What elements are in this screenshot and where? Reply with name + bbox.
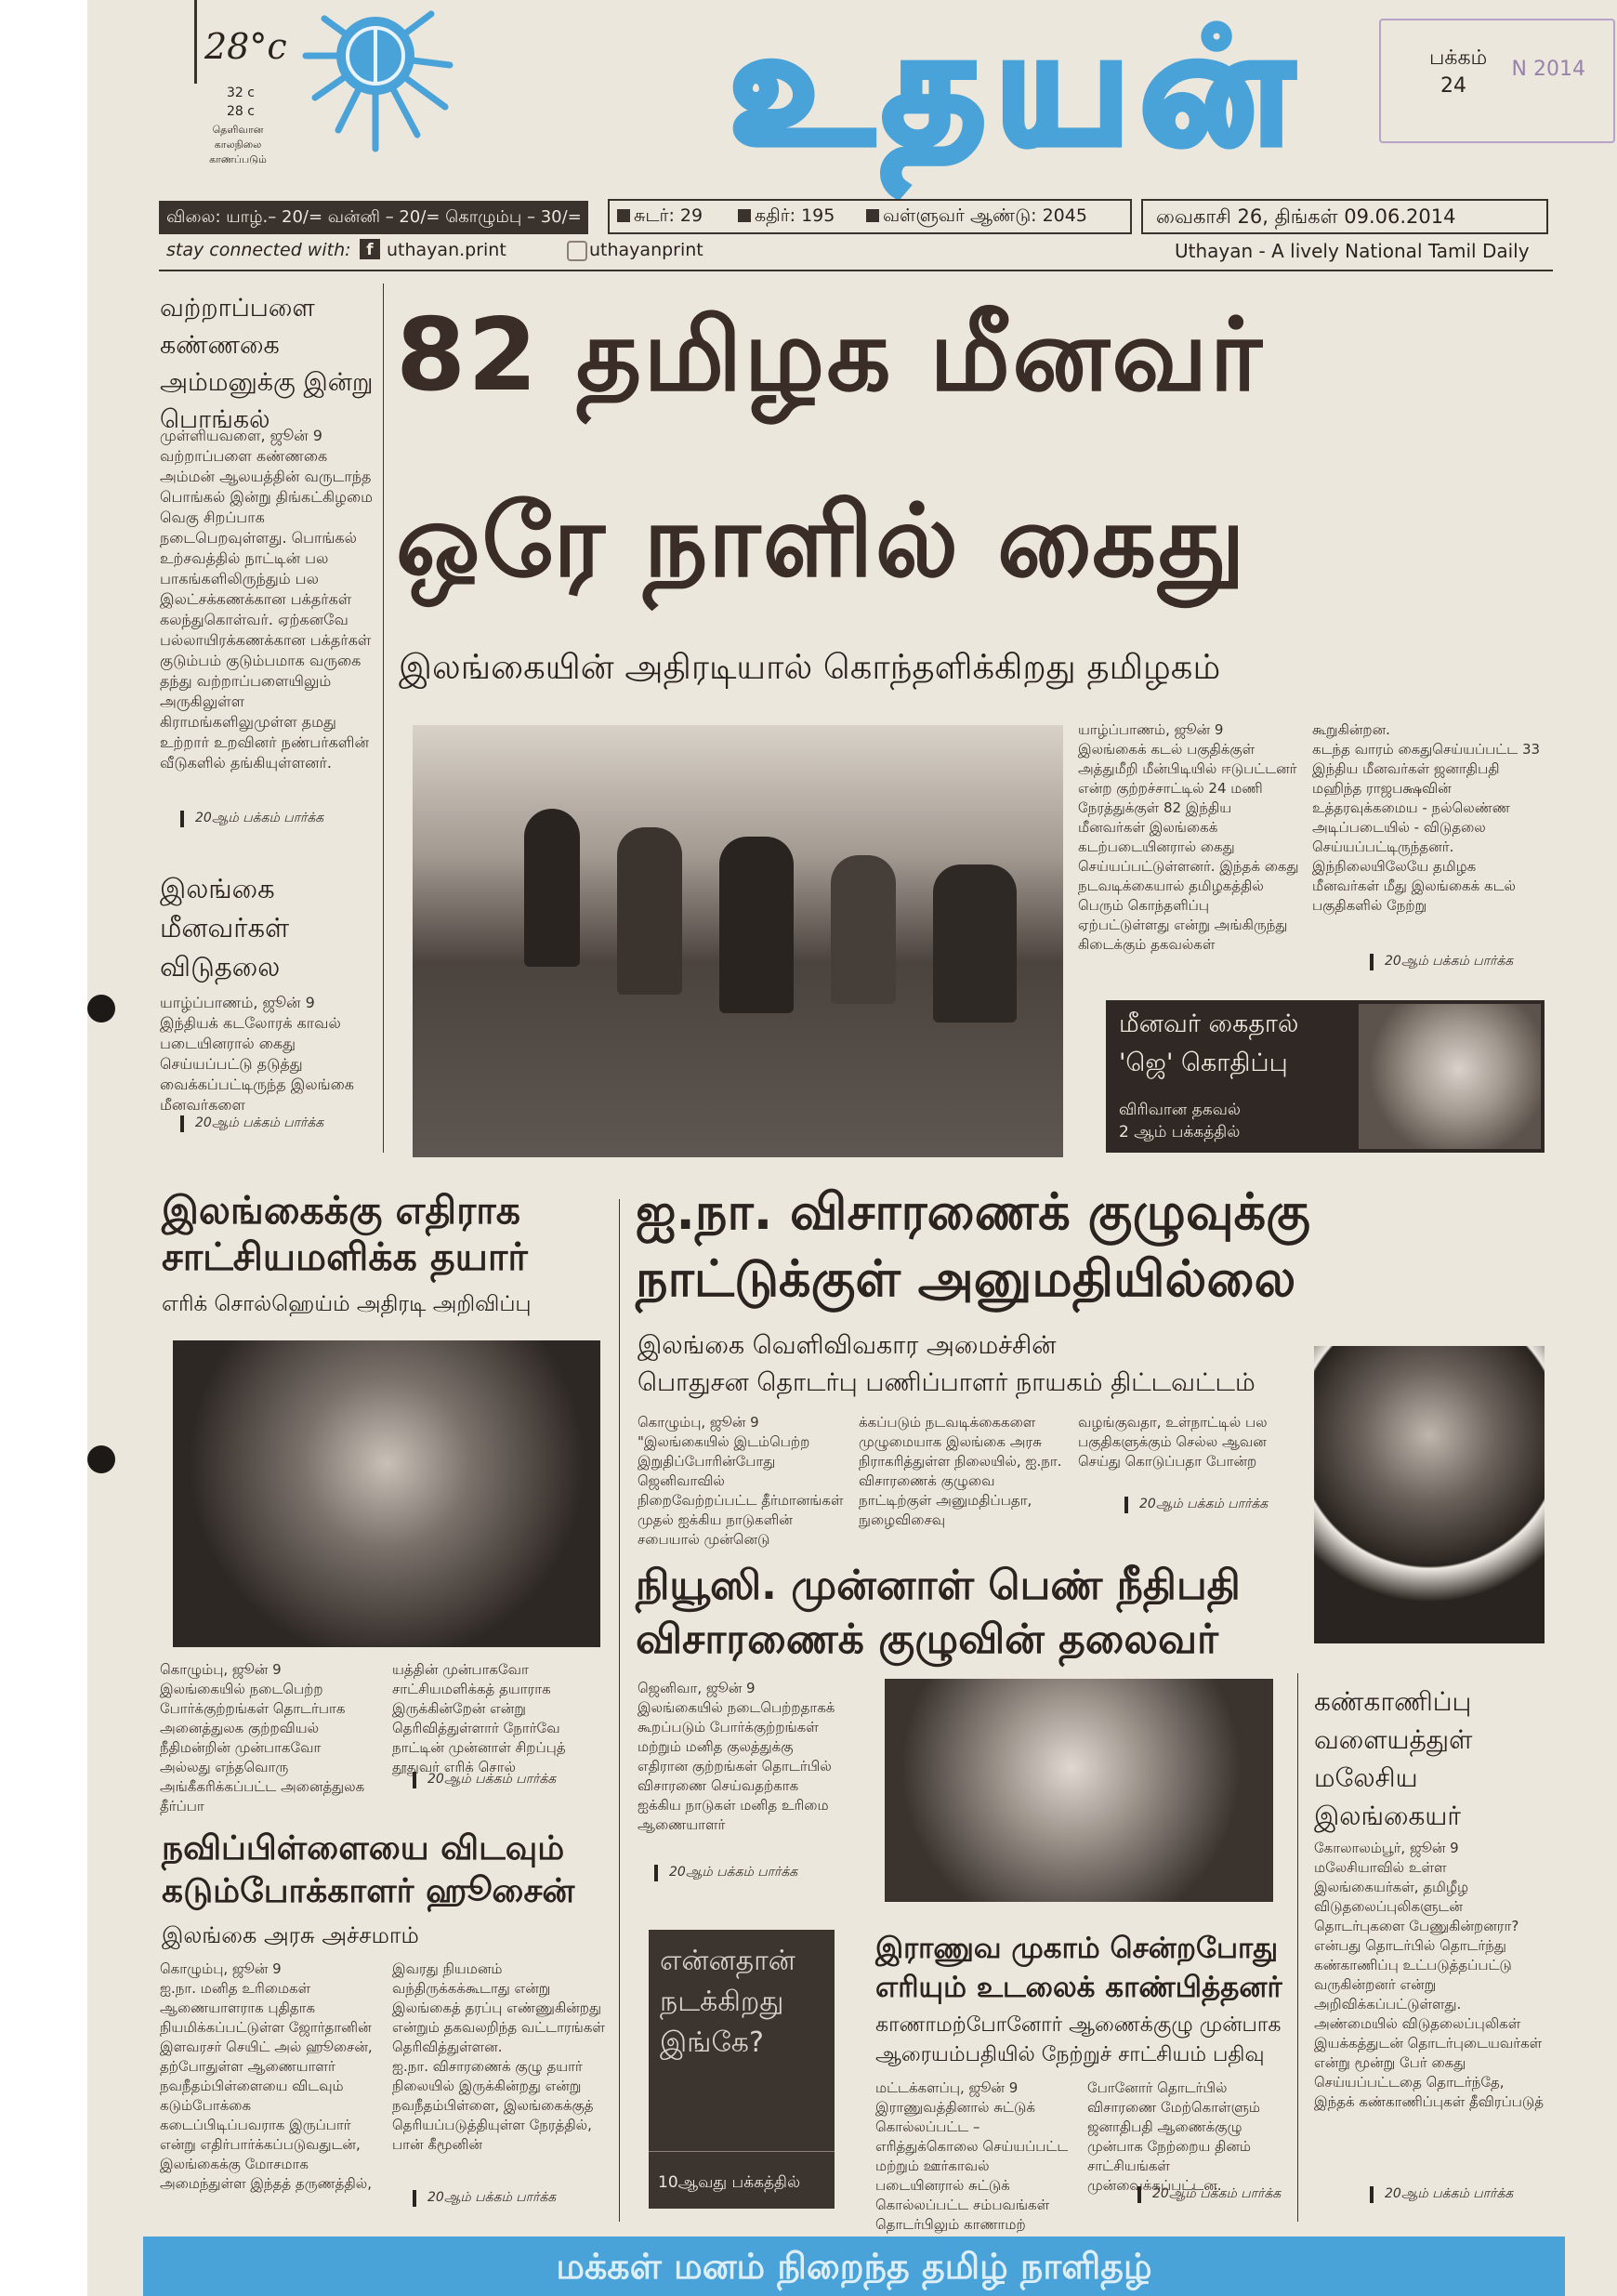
temp-divider: [194, 0, 197, 84]
see-more: 20ஆம் பக்கம் பார்க்க: [180, 811, 323, 827]
un-col1: கொழும்பு, ஜூன் 9 "இலங்கையில் இடம்பெற்ற இறுதிப்போரின்போது ஜெனிவாவில் நிறைவேற்றப்பட்ட தீர்மானங்கள் முதல் ஐக்கிய நாடுகளின் சபையால் முன்னெடு: [638, 1414, 844, 1548]
main-story-col2: கூறுகின்றன. கடந்த வாரம் கைதுசெய்யப்பட்ட 33 இந்திய மீனவர்கள் ஜனாதிபதி மஹிந்த ராஜபக்ஷவின் உத்தரவுக்கமைய - நல்லெண்ண அடிப்படையில் - விடுதலை செய்யப்பட்டிருந்தனர். இந்நிலையிலேயே தமிழக மீனவர்கள் மீது இலங்கைக் கடல் பகுதிகளில் நேற்று: [1312, 721, 1541, 914]
newspaper-page: [87, 0, 1617, 2296]
promo-page-ref: 10ஆவது பக்கத்தில்: [658, 2173, 801, 2192]
army-col2: போனோர் தொடர்பில் விசாரணை மேற்கொள்ளும் ஜனாதிபதி ஆணைக்குழு முன்பாக நேற்றைய தினம் சாட்சியங்கள் முன்வைக்கப்பட்டன.: [1087, 2079, 1260, 2194]
hussein-col1: கொழும்பு, ஜூன் 9 ஐ.நா. மனித உரிமைகள் ஆணையாளராக புதிதாக நியமிக்கப்பட்டுள்ள ஜோர்தானின் இளவரசர் செயிட் அல் ஹூசைன், தற்போதுள்ள ஆணையாளர் நவநீதம்பிள்ளையை விடவும் கடும்போக்கை கடைப்பிடிப்பவராக இருப்பார் என்று எதிர்பார்க்கப்படுவதுடன், இலங்கைக்கு மோசமாக அமைந்துள்ள இந்தத் தருணத்தில்,: [160, 1960, 373, 2192]
un-subhead-line1: இலங்கை வெளிவிவகார அமைச்சின்: [638, 1331, 1057, 1360]
un-col2: க்கப்படும் நடவடிக்கைகளை முழுமையாக இலங்கை அரசு நிராகரித்துள்ள நிலையில், ஐ.நா. விசாரணைக் குழுவை நாட்டிற்குள் அனுமதிப்பதா, நுழைவிசைவு: [859, 1414, 1062, 1528]
story-body: கோலாலம்பூர், ஜூன் 9 மலேசியாவில் உள்ள இலங்கையர்கள், தமிழீழ விடுதலைப்புலிகளுடன் தொடர்புகளை பேணுகின்றனரா? என்பது தொடர்பில் தொடர்ந்து கண்காணிப்பு உட்படுத்தப்பட்டு வருகின்றனர் என்று அறிவிக்கப்பட்டுள்ளது. அண்மையில் விடுதலைப்புலிகள் இயக்கத்துடன் தொடர்புடையவர்கள் என்று மூன்று பேர் கைது செய்யப்பட்டதை தொடர்ந்தே, இந்தக் கண்காணிப்புகள் தீவிரப்படுத்: [1314, 1840, 1545, 2110]
column-divider: [383, 284, 384, 1153]
weather-note: தெளிவான காலநிலை காணப்படும்: [209, 124, 267, 165]
stay-connected-label: stay connected with:: [166, 240, 351, 260]
square-icon: [617, 209, 630, 222]
story-body: முள்ளியவளை, ஜூன் 9 வற்றாப்பளை கண்ணகை அம்மன் ஆலயத்தின் வருடாந்த பொங்கல் இன்று திங்கட்கிழமை வெகு சிறப்பாக நடைபெறவுள்ளது. பொங்கல் உற்சவத்தில் நாட்டின் பல பாகங்களிலிருந்தும் பல இலட்சக்கணக்கான பக்தர்கள் கலந்துகொள்வர். ஏற்கனவே பல்லாயிரக்கணக்கான பக்தர்கள் குடும்பம் குடும்பமாக வருகை தந்து வற்றாப்பளையிலும் அருகிலுள்ள கிராமங்களிலுமுள்ள தமது உற்றார் உறவினர் நண்பர்களின் வீடுகளில் தங்கியுள்ளனர்.: [160, 427, 373, 772]
twitter-handle[interactable]: uthayanprint: [589, 240, 703, 260]
solheim-col1: கொழும்பு, ஜூன் 9 இலங்கையில் நடைபெற்ற போர்க்குற்றங்கள் தொடர்பாக அனைத்துலக குற்றவியல் நீதிமன்றின் முன்பாகவோ அல்லது எந்தவொரு அங்கீகரிக்கப்பட்ட அனைத்துலக தீர்ப்பா: [160, 1661, 365, 1814]
hussein-headline-line2: கடும்போக்காளர் ஹூசைன்: [162, 1872, 575, 1910]
see-more: 20ஆம் பக்கம் பார்க்க: [1137, 2186, 1281, 2203]
square-icon: [738, 209, 751, 222]
temperature: 28°c: [204, 26, 287, 67]
solheim-col2: யத்தின் முன்பாகவோ சாட்சியமளிக்கத் தயாராக இருக்கின்றேன் என்று தெரிவித்துள்ளார் நோர்வே நாட்டின் முன்னாள் சிறப்புத் தூதுவர் எரிக் சொல்: [392, 1661, 566, 1775]
army-headline-line1: இராணுவ முகாம் சென்றபோது: [875, 1932, 1279, 1965]
issue-box: [608, 199, 1132, 234]
jaya-title-line1: மீனவர் கைதால்: [1119, 1009, 1299, 1038]
solheim-headline-line2: சாட்சியமளிக்க தயார்: [162, 1234, 528, 1279]
see-more: 20ஆம் பக்கம் பார்க்க: [180, 1115, 323, 1132]
un-subhead-line2: பொதுசன தொடர்பு பணிப்பாளர் நாயகம் திட்டவட்டம்: [638, 1368, 1255, 1397]
main-story-col1: யாழ்ப்பாணம், ஜூன் 9 இலங்கைக் கடல் பகுதிக்குள் அத்துமீறி மீன்பிடியில் ஈடுபட்டனர் என்ற குற்றச்சாட்டில் 24 மணி நேரத்துக்குள் 82 இந்திய மீனவர்கள் இலங்கைக் கடற்படையினரால் கைது செய்யப்பட்டுள்ளனர். இந்தக் கைது நடவடிக்கையால் தமிழகத்தில் பெரும் கொந்தளிப்பு ஏற்பட்டுள்ளது என்று அங்கிருந்து கிடைக்கும் தகவல்கள்: [1078, 721, 1299, 953]
jaya-title-line2: 'ஜெ' கொதிப்பு: [1119, 1049, 1288, 1077]
footer-slogan: மக்கள் மனம் நிறைந்த தமிழ் நாளிதழ்: [556, 2246, 1152, 2287]
price-text: விலை: யாழ்.– 20/= வன்னி – 20/= கொழும்பு – 30/=: [166, 207, 582, 227]
solheim-headline-line1: இலங்கைக்கு எதிராக: [162, 1188, 520, 1233]
see-more: 20ஆம் பக்கம் பார்க்க: [654, 1865, 797, 1881]
valluvar-text: வள்ளுவர் ஆண்டு: 2045: [883, 205, 1087, 226]
hussein-headline-line1: நவிப்பிள்ளையை விடவும்: [162, 1829, 565, 1867]
facebook-icon: f: [360, 239, 380, 259]
main-headline-line2: ஒரே நாளில் கைது: [396, 483, 1247, 600]
hussein-subhead: இலங்கை அரசு அச்சமாம்: [162, 1922, 419, 1948]
jaya-detail-line1: விரிவான தகவல்: [1119, 1101, 1241, 1119]
main-headline-line1: 82 தமிழக மீனவர்: [396, 297, 1264, 414]
promo-line2: நடக்கிறது: [660, 1986, 784, 2018]
army-subhead-line1: காணாமற்போனோர் ஆணைக்குழு முன்பாக: [875, 2013, 1282, 2037]
judge-photo: [885, 1679, 1273, 1902]
nz-headline-line2: விசாரணைக் குழுவின் தலைவர்: [636, 1616, 1219, 1663]
army-subhead-line2: ஆரையம்பதியில் நேற்றுச் சாட்சியம் பதிவு: [875, 2043, 1265, 2066]
punch-hole: [87, 1445, 115, 1473]
nz-body: ஜெனிவா, ஜூன் 9 இலங்கையில் நடைபெற்றதாகக் கூறப்படும் போர்க்குற்றங்கள் மற்றும் மனித குலத்துக்கு எதிரான குற்றங்கள் தொடர்பில் விசாரணை செய்வதற்காக ஐக்கிய நாடுகள் மனித உரிமை ஆணையாளர்: [638, 1680, 835, 1833]
temp-high: 32 c: [227, 86, 255, 100]
page-label: பக்கம்: [1429, 46, 1488, 70]
main-subhead: இலங்கையின் அதிரடியால் கொந்தளிக்கிறது தமிழகம்: [399, 647, 1221, 687]
solheim-subhead: எரிக் சொல்ஹெய்ம் அதிரடி அறிவிப்பு: [162, 1292, 532, 1316]
punch-hole: [87, 995, 115, 1023]
column-divider: [1297, 1673, 1298, 2222]
un-col3: வழங்குவதா, உள்நாட்டில் பல பகுதிகளுக்கும் செல்ல ஆவன செய்து கொடுப்பதா போன்ற: [1078, 1414, 1268, 1470]
footer-banner: [143, 2237, 1565, 2296]
see-more: 20ஆம் பக்கம் பார்க்க: [1370, 2186, 1513, 2203]
promo-line3: இங்கே?: [660, 2026, 764, 2059]
see-more: 20ஆம் பக்கம் பார்க்க: [413, 2190, 556, 2207]
stamp-text: N 2014: [1511, 58, 1585, 81]
story-heading: இலங்கை மீனவர்கள் விடுதலை: [160, 873, 290, 983]
kathir-text: கதிர்: 195: [755, 205, 835, 226]
hussein-col2: இவரது நியமனம் வந்திருக்கக்கூடாது என்று இலங்கைத் தரப்பு எண்ணுகின்றது என்றும் தகவலறிந்த வட்டாரங்கள் தெரிவித்துள்ளன. ஐ.நா. விசாரணைக் குழு தயார் நிலையில் இருக்கின்றது என்று நவநீதம்பிள்ளை, இலங்கைக்குத் தெரியப்படுத்தியுள்ள நேரத்தில், பான் கீமூனின்: [392, 1960, 605, 2153]
jayalalithaa-photo: [1359, 1004, 1541, 1149]
price-box: [159, 201, 588, 234]
twitter-icon: [567, 241, 587, 261]
see-more: 20ஆம் பக்கம் பார்க்க: [413, 1772, 556, 1788]
army-col1: மட்டக்களப்பு, ஜூன் 9 இராணுவத்தினால் சுட்டுக் கொல்லப்பட்ட – எரித்துக்கொலை செய்யப்பட்ட மற்றும் ஊர்காவல் படையினரால் சுட்டுக் கொல்லப்பட்ட சம்பவங்கள் தொடர்பிலும் காணாமற்: [875, 2079, 1069, 2233]
army-headline-line2: எரியும் உடலைக் காண்பித்தனர்: [875, 1971, 1282, 2004]
facebook-handle[interactable]: uthayan.print: [387, 240, 506, 260]
jaya-detail-line2: 2 ஆம் பக்கத்தில்: [1119, 1123, 1241, 1141]
promo-box[interactable]: [649, 1930, 835, 2209]
story-body: யாழ்ப்பாணம், ஜூன் 9 இந்தியக் கடலோரக் காவல் படையினரால் கைது செய்யப்பட்டு தடுத்து வைக்கப்பட்டிருந்த இலங்கை மீனவர்களை: [160, 994, 355, 1114]
tagline: Uthayan - A lively National Tamil Daily: [1175, 240, 1530, 262]
un-headline-line1: ஐ.நா. விசாரணைக் குழுவுக்கு: [636, 1182, 1310, 1241]
un-headline-line2: நாட்டுக்குள் அனுமதியில்லை: [636, 1249, 1296, 1308]
square-icon: [866, 209, 879, 222]
top-rule: [159, 270, 1553, 271]
date-stamp: [1379, 19, 1615, 143]
date-box: [1141, 199, 1548, 234]
fishermen-photo: [413, 725, 1063, 1157]
temp-low: 28 c: [227, 104, 255, 119]
solheim-photo: [173, 1340, 600, 1647]
jaya-promo-box[interactable]: [1106, 1000, 1545, 1153]
masthead-title: உதயன்: [730, 0, 1304, 178]
page-number: 24: [1440, 74, 1466, 98]
nz-headline-line1: நியூஸி. முன்னாள் பெண் நீதிபதி: [636, 1562, 1241, 1609]
see-more: 20ஆம் பக்கம் பார்க்க: [1124, 1497, 1268, 1513]
story-heading: கண்காணிப்பு வளையத்துள் மலேசிய இலங்கையர்: [1314, 1686, 1473, 1831]
sudar-text: சுடர்: 29: [634, 205, 703, 226]
promo-line1: என்னதான்: [660, 1945, 795, 1977]
official-photo: [1314, 1346, 1545, 1643]
story-heading: வற்றாப்பளை கண்ணகை அம்மனுக்கு இன்று பொங்கல்: [160, 294, 374, 434]
column-divider: [619, 1199, 620, 2222]
date-text: வைகாசி 26, திங்கள் 09.06.2014: [1156, 205, 1456, 228]
see-more: 20ஆம் பக்கம் பார்க்க: [1370, 954, 1513, 970]
